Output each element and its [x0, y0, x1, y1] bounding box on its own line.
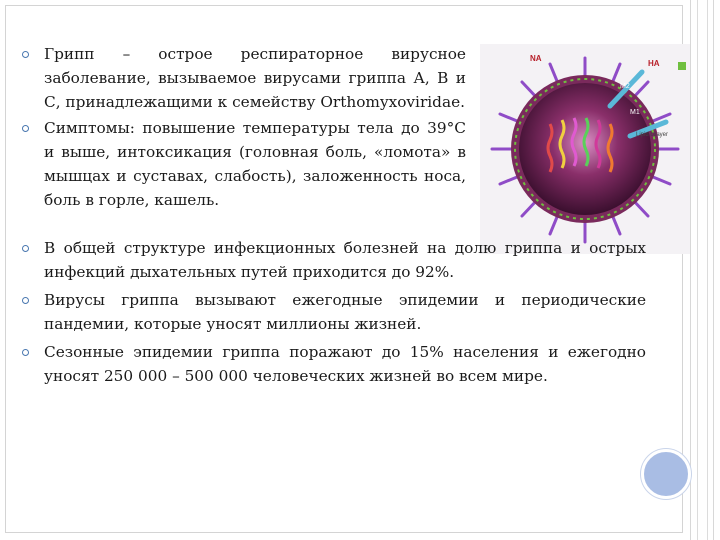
bullet-marker [22, 245, 29, 252]
bullet-item [22, 340, 646, 388]
decorative-circle [641, 449, 691, 499]
ha-label: HA [648, 59, 660, 68]
bullet-text: В общей структуре инфекционных болезней на долю гриппа и острых инфекций дыхательных путей приходится до 92%. [44, 239, 646, 281]
bullet-marker [22, 125, 29, 132]
bullet-text: Грипп – острое респираторное вирусное заболевание, вызываемое вирусами гриппа А, В и С, принадлежащими к семейству Orthomyxoviridae. [44, 45, 466, 111]
lipid-bilayer-label: Lipid bilayer [636, 132, 669, 138]
bullet-item [22, 42, 466, 114]
bullet-marker [22, 51, 29, 58]
bullet-marker [22, 349, 29, 356]
bullet-item [22, 236, 646, 284]
bullet-marker [22, 297, 29, 304]
bullet-list [22, 42, 646, 388]
rail-line [707, 0, 708, 540]
bullet-item [22, 116, 466, 212]
m1-label: M1 [630, 109, 640, 116]
bullet-text: Сезонные эпидемии гриппа поражают до 15% населения и ежегодно уносят 250 000 – 500 000 человеческих жизней во всем мире. [44, 343, 646, 385]
rail-line [697, 0, 698, 540]
bullet-text: Вирусы гриппа вызывают ежегодные эпидемии и периодические пандемии, которые уносят миллионы жизней. [44, 291, 646, 333]
right-rail [690, 0, 714, 540]
bullet-item [22, 288, 646, 336]
m2-label: M2 [620, 83, 630, 90]
legend-swatch [678, 62, 686, 70]
na-label: NA [530, 54, 542, 63]
bullet-text: Симптомы: повышение температуры тела до 39°С и выше, интоксикация (головная боль, «ломота» в мышцах и суставах, слабость), заложенность носа, боль в горле, кашель. [44, 119, 466, 209]
